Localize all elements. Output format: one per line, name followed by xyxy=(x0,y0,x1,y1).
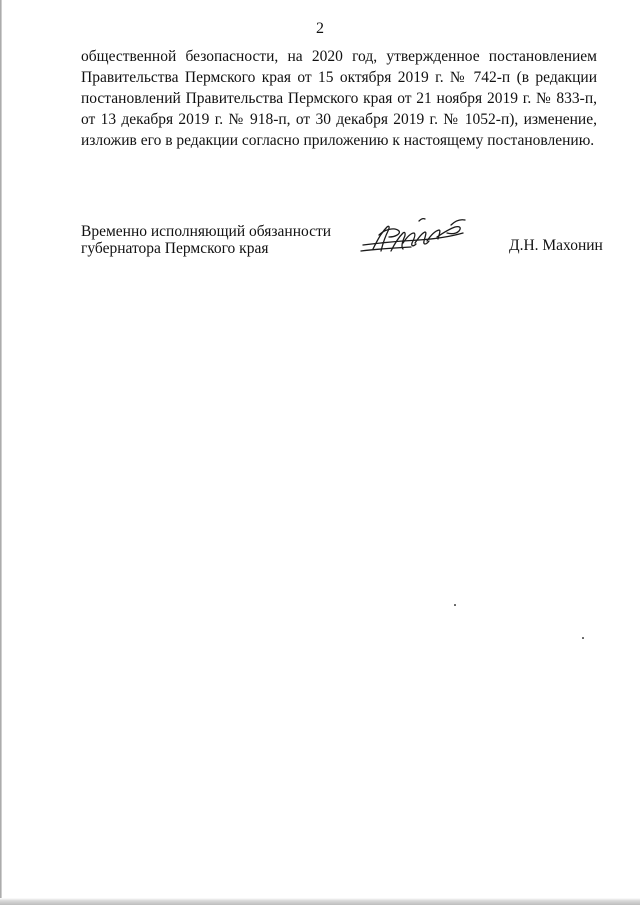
body-line-5: изложив его в редакции согласно приложению к настоящему постановлению. xyxy=(81,132,595,149)
scan-edge-bottom xyxy=(0,898,640,905)
signature-block xyxy=(81,223,601,273)
scan-edge-left xyxy=(0,0,2,905)
signer-position-line-2: губернатора Пермского края xyxy=(81,240,269,257)
body-line-2: Правительства Пермского края от 15 октября 2019 г. № 742-п (в редакции xyxy=(81,69,597,86)
page-number: 2 xyxy=(316,20,324,37)
signer-position-line-1: Временно исполняющий обязанности xyxy=(81,223,332,240)
body-paragraph xyxy=(81,46,597,151)
signer-position xyxy=(81,223,331,257)
body-line-3: постановлений Правительства Пермского края от 21 ноября 2019 г. № 833-п, xyxy=(81,90,597,107)
body-line-4: от 13 декабря 2019 г. № 918-п, от 30 декабря 2019 г. № 1052-п), изменение, xyxy=(81,111,597,128)
signer-name: Д.Н. Махонин xyxy=(509,237,603,254)
scan-speck xyxy=(454,604,456,606)
body-line-1: общественной безопасности, на 2020 год, утвержденное постановлением xyxy=(81,48,597,65)
handwritten-signature-icon xyxy=(359,215,471,259)
scan-speck xyxy=(582,637,584,639)
